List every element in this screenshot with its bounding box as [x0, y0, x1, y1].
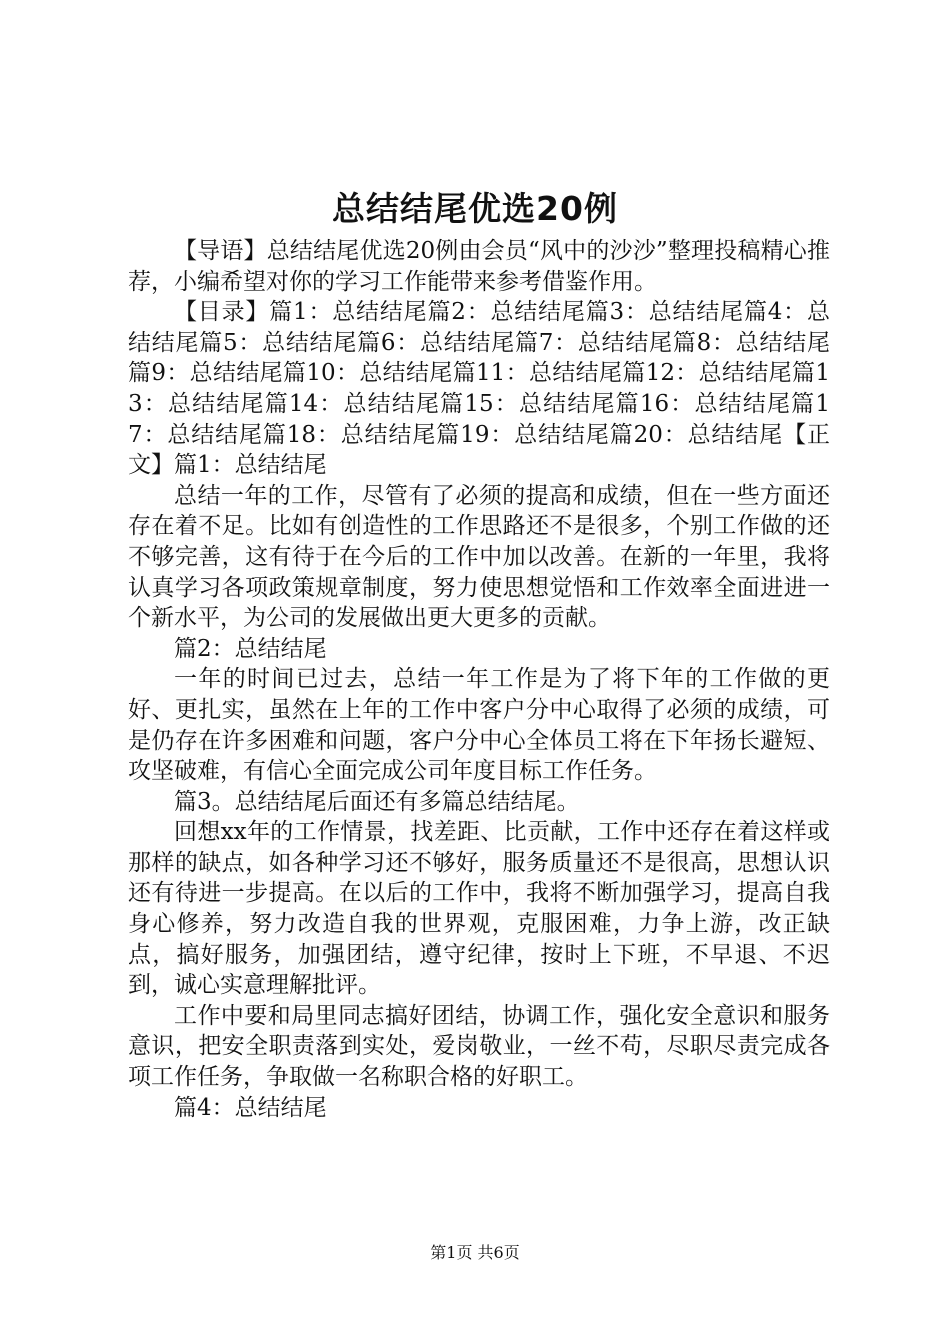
body-paragraph: 回想xx年的工作情景，找差距、比贡献，工作中还存在着这样或那样的缺点，如各种学习还不够好，服务质量还不是很高，思想认识还有待进一步提高。在以后的工作中，我将不断加强学习，提高自我身心修养，努力改造自我的世界观，克服困难，力争上游，改正缺点，搞好服务，加强团结，遵守纪律，按时上下班，不早退、不迟到，诚心实意理解批评。 — [128, 819, 830, 999]
body-paragraph: 总结一年的工作，尽管有了必须的提高和成绩，但在一些方面还存在着不足。比如有创造性的工作思路还不是很多，个别工作做的还不够完善，这有待于在今后的工作中加以改善。在新的一年里，我将认真学习各项政策规章制度，努力使思想觉悟和工作效率全面进进一个新水平，为公司的发展做出更大更多的贡献。 — [128, 482, 830, 632]
body-paragraph: 工作中要和局里同志搞好团结，协调工作，强化安全意识和服务意识，把安全职责落到实处，爱岗敬业，一丝不苟，尽职尽责完成各项工作任务，争取做一名称职合格的好职工。 — [128, 1002, 830, 1091]
body-paragraph: 一年的时间已过去，总结一年工作是为了将下年的工作做的更好、更扎实，虽然在上年的工作中客户分中心取得了必须的成绩，可是仍存在许多困难和问题，客户分中心全体员工将在下年扬长避短、攻坚破难，有信心全面完成公司年度目标工作任务。 — [128, 666, 830, 785]
section-heading: 篇3。总结结尾后面还有多篇总结结尾。 — [174, 788, 580, 815]
page-number-footer: 第1页 共6页 — [430, 1243, 520, 1262]
table-of-contents-paragraph: 【目录】篇1：总结结尾篇2：总结结尾篇3：总结结尾篇4：总结结尾篇5：总结结尾篇6：总结结尾篇7：总结结尾篇8：总结结尾篇9：总结结尾篇10：总结结尾篇11：总结结尾篇12：总结结尾篇13：总结结尾篇14：总结结尾篇15：总结结尾篇16：总结结尾篇17：总结结尾篇18：总结结尾篇19：总结结尾篇20：总结结尾【正文】篇1：总结结尾 — [128, 299, 830, 479]
document-title: 总结结尾优选20例 — [332, 189, 618, 228]
section-heading: 篇2：总结结尾 — [174, 635, 327, 662]
intro-paragraph: 【导语】总结结尾优选20例由会员“风中的沙沙”整理投稿精心推荐，小编希望对你的学习工作能带来参考借鉴作用。 — [128, 238, 830, 295]
document-body — [128, 236, 830, 1123]
section-heading: 篇4：总结结尾 — [174, 1094, 327, 1121]
